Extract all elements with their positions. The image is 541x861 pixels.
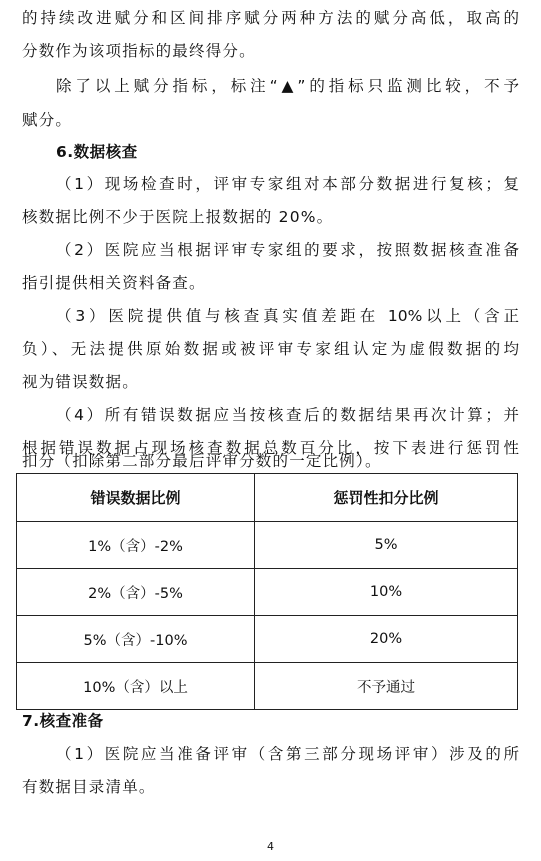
penalty-table bbox=[16, 473, 518, 710]
table-row bbox=[17, 569, 518, 616]
section-heading: 6.数据核查 bbox=[56, 143, 138, 161]
table-cell: 10% bbox=[255, 569, 518, 616]
paragraph-line: （3）医院提供值与核查真实值差距在 10%以上（含正 bbox=[56, 307, 519, 325]
table-header-cell: 惩罚性扣分比例 bbox=[255, 474, 518, 522]
paragraph-line: 扣分（扣除第二部分最后评审分数的一定比例）。 bbox=[22, 452, 382, 470]
paragraph-line: 负）、无法提供原始数据或被评审专家组认定为虚假数据的均 bbox=[22, 340, 519, 358]
table-cell: 10%（含）以上 bbox=[17, 663, 255, 710]
paragraph-line: （2）医院应当根据评审专家组的要求，按照数据核查准备 bbox=[56, 241, 519, 259]
table-row bbox=[17, 663, 518, 710]
paragraph-line: 根据错误数据占现场核查数据总数百分比，按下表进行惩罚性 bbox=[22, 439, 519, 457]
page-number: 4 bbox=[267, 840, 274, 853]
paragraph-line: （1）医院应当准备评审（含第三部分现场评审）涉及的所 bbox=[56, 745, 519, 763]
section-heading: 7.核查准备 bbox=[22, 712, 104, 730]
paragraph-line: 指引提供相关资料备查。 bbox=[22, 274, 206, 292]
table-header-cell: 错误数据比例 bbox=[17, 474, 255, 522]
table-cell: 5%（含）-10% bbox=[17, 616, 255, 663]
table-cell: 20% bbox=[255, 616, 518, 663]
paragraph-line: 除了以上赋分指标，标注“▲”的指标只监测比较，不予 bbox=[56, 77, 519, 95]
paragraph-line: 视为错误数据。 bbox=[22, 373, 139, 391]
table-header-row bbox=[17, 474, 518, 522]
paragraph-line: 分数作为该项指标的最终得分。 bbox=[22, 42, 256, 60]
table-row bbox=[17, 616, 518, 663]
paragraph-line: 有数据目录清单。 bbox=[22, 778, 156, 796]
table-cell: 5% bbox=[255, 522, 518, 569]
paragraph-line: 核数据比例不少于医院上报数据的 20%。 bbox=[22, 208, 334, 226]
table-cell: 2%（含）-5% bbox=[17, 569, 255, 616]
table-row bbox=[17, 522, 518, 569]
table-cell: 1%（含）-2% bbox=[17, 522, 255, 569]
paragraph-line: （4）所有错误数据应当按核查后的数据结果再次计算；并 bbox=[56, 406, 519, 424]
paragraph-line: （1）现场检查时，评审专家组对本部分数据进行复核；复 bbox=[56, 175, 519, 193]
paragraph-line: 赋分。 bbox=[22, 111, 73, 129]
table-cell: 不予通过 bbox=[255, 663, 518, 710]
paragraph-line: 的持续改进赋分和区间排序赋分两种方法的赋分高低，取高的 bbox=[22, 9, 519, 27]
